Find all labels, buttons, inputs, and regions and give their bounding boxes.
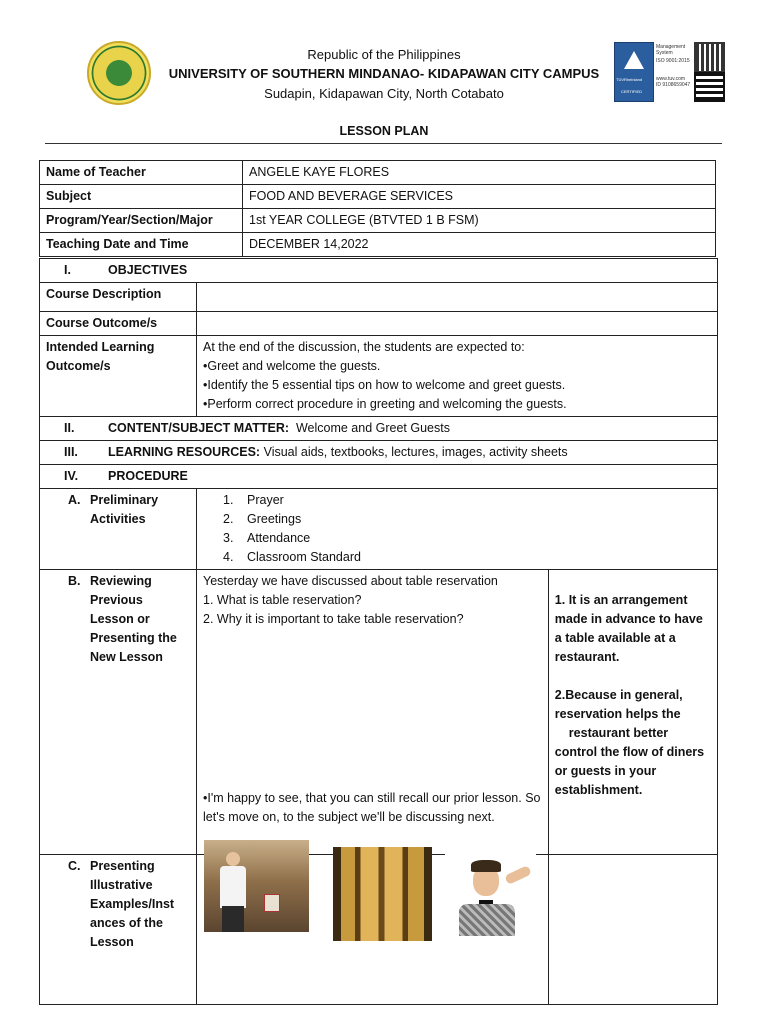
ilo-content: At the end of the discussion, the students are expected to: •Greet and welcome the guests. •Identify the 5 essential tips on how to welcome and greet guests. •Perform correct procedure in greeting and welcoming the guests. — [197, 336, 718, 417]
info-label: Program/Year/Section/Major — [40, 209, 243, 233]
info-label: Name of Teacher — [40, 161, 243, 185]
info-value: DECEMBER 14,2022 — [243, 233, 716, 257]
info-value: 1st YEAR COLLEGE (BTVTED 1 B FSM) — [243, 209, 716, 233]
reviewing-lesson-label: B. Reviewing Previous Lesson or Presenting the New Lesson — [40, 570, 197, 855]
header-address: Sudapin, Kidapawan City, North Cotabato — [264, 86, 504, 101]
preliminary-activities-label: A. Preliminary Activities — [40, 489, 197, 570]
tuv-logo-icon: TÜVRheinland CERTIFIED — [614, 42, 654, 102]
ilo-label: Intended Learning Outcome/s — [40, 336, 197, 417]
course-description-value — [197, 283, 718, 312]
document-title: LESSON PLAN — [339, 124, 429, 138]
restaurant-entrance-image — [333, 847, 432, 941]
hostess-greeting-image — [204, 840, 309, 932]
course-outcome-value — [197, 312, 718, 336]
student-answer-cell: 1. It is an arrangement made in advance to have a table available at a restaurant. 2.Because in general, reservation helps the restaurant better control the flow of diners or guests in your establishment. — [548, 570, 717, 855]
info-label: Subject — [40, 185, 243, 209]
info-value: ANGELE KAYE FLORES — [243, 161, 716, 185]
header-divider — [45, 143, 722, 144]
info-label: Teaching Date and Time — [40, 233, 243, 257]
list-item: 2. Greetings — [223, 512, 302, 526]
waiter-image — [445, 852, 536, 936]
student-response-cell-c — [548, 855, 717, 1005]
course-description-label: Course Description — [40, 283, 197, 312]
presenting-examples-label: C. Presenting Illustrative Examples/Inst ances of the Lesson — [40, 855, 197, 1005]
tuv-certification-badge: TÜVRheinland CERTIFIED Management System ISO 9001:2015 www.tuv.com ID 9108659047 — [614, 42, 722, 100]
info-value: FOOD AND BEVERAGE SERVICES — [243, 185, 716, 209]
list-item: 1. Prayer — [223, 493, 284, 507]
learning-resources-row: III. LEARNING RESOURCES: Visual aids, textbooks, lectures, images, activity sheets — [40, 441, 718, 465]
header-republic: Republic of the Philippines — [307, 47, 461, 62]
preliminary-activities-list — [197, 489, 718, 570]
content-subject-matter-row: II. CONTENT/SUBJECT MATTER: Welcome and Greet Guests — [40, 417, 718, 441]
teacher-info-table — [39, 160, 716, 257]
objectives-heading: I. OBJECTIVES — [40, 259, 718, 283]
list-item: 3. Attendance — [223, 531, 311, 545]
course-outcome-label: Course Outcome/s — [40, 312, 197, 336]
qr-code-icon-2 — [694, 72, 725, 102]
qr-code-icon — [694, 42, 725, 73]
header-university: UNIVERSITY OF SOUTHERN MINDANAO- KIDAPAWAN CITY CAMPUS — [168, 66, 600, 81]
list-item: 4. Classroom Standard — [223, 550, 361, 564]
teacher-activity-cell: Yesterday we have discussed about table reservation 1. What is table reservation? 2. Why it is important to take table reservation? •I'm happy to see, that you can still recall our prior lesson. So let's move on, to the subject we'll be discussing next. — [197, 570, 549, 855]
procedure-heading: IV. PROCEDURE — [40, 465, 718, 489]
